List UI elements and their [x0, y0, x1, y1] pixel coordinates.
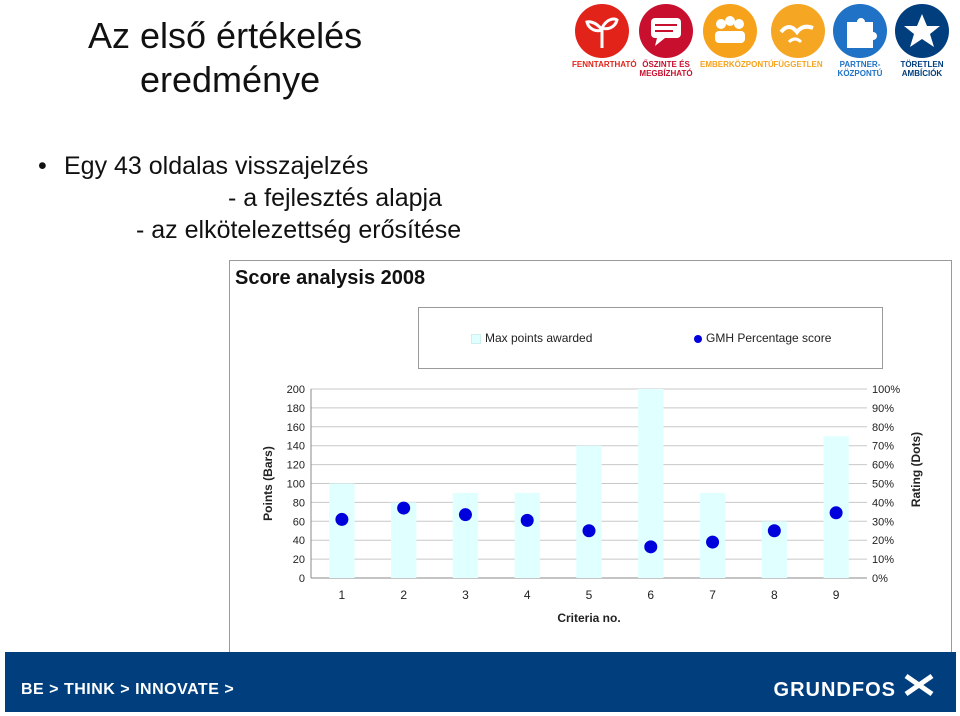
legend-label: Max points awarded [485, 331, 593, 345]
footer-slogan: BE > THINK > INNOVATE > [21, 681, 235, 698]
logo-caption: FÜGGETLEN [773, 60, 823, 69]
bullet-list [38, 150, 461, 246]
sprout-icon [575, 4, 629, 58]
legend-label: GMH Percentage score [706, 331, 832, 345]
logo-honest [636, 4, 696, 78]
slide-title [88, 14, 362, 102]
dot [583, 524, 596, 537]
logo-caption: PARTNER-KÖZPONTÚ [837, 60, 883, 78]
slide-title-line2: eredménye [140, 59, 321, 100]
footer-brand: GRUNDFOS [773, 679, 896, 701]
speech-bubble-icon [639, 4, 693, 58]
x-tick-label: 1 [338, 588, 346, 602]
logo-caption: FENNTARTHATÓ [572, 60, 637, 69]
x-tick-label: 5 [585, 588, 593, 602]
logo-sustainable [572, 4, 637, 69]
grundfos-x-icon [902, 672, 936, 698]
y2-tick-label: 40% [872, 497, 895, 510]
bar [453, 493, 478, 578]
x-tick-label: 4 [523, 588, 531, 602]
x-tick-label: 6 [647, 588, 655, 602]
logo-ambition [892, 4, 952, 78]
y-tick-label: 60 [292, 516, 305, 529]
y2-axis-label: Rating (Dots) [909, 431, 923, 508]
dot [521, 514, 534, 527]
chart-container [229, 260, 952, 654]
bar [515, 493, 540, 578]
star-icon [895, 4, 949, 58]
y-axis-label: Points (Bars) [261, 446, 275, 521]
bar [329, 484, 354, 579]
y2-tick-label: 50% [872, 478, 895, 491]
y2-tick-label: 30% [872, 516, 895, 529]
y2-tick-label: 70% [872, 440, 895, 453]
dot [335, 513, 348, 526]
x-axis-label: Criteria no. [557, 611, 621, 625]
bullet-item: • Egy 43 oldalas visszajelzés [38, 150, 461, 182]
x-tick-label: 9 [832, 588, 840, 602]
x-tick-label: 8 [770, 588, 778, 602]
x-tick-label: 2 [400, 588, 408, 602]
dot [830, 506, 843, 519]
x-tick-label: 7 [709, 588, 716, 602]
y-tick-label: 80 [292, 497, 305, 510]
y-tick-label: 100 [286, 478, 305, 491]
people-icon [703, 4, 757, 58]
footer-bar [5, 652, 956, 712]
y-tick-label: 160 [286, 421, 305, 434]
birds-icon [771, 4, 825, 58]
chart-plot [230, 261, 951, 653]
y-tick-label: 200 [286, 384, 305, 396]
y2-tick-label: 60% [872, 459, 895, 472]
logo-people [700, 4, 774, 69]
y-tick-label: 40 [292, 535, 305, 548]
dot [768, 524, 781, 537]
value-logos [572, 4, 956, 94]
dot [459, 508, 472, 521]
dot [644, 540, 657, 553]
logo-caption: ŐSZINTE ÉS MEGBÍZHATÓ [639, 60, 693, 78]
logo-independent [768, 4, 828, 69]
dot [397, 502, 410, 515]
logo-caption: EMBERKÖZPONTÚ [700, 60, 774, 69]
logo-partner [830, 4, 890, 78]
slide-title-line1: Az első értékelés [88, 15, 363, 56]
y2-tick-label: 90% [872, 402, 895, 415]
y-tick-label: 20 [292, 554, 305, 567]
logo-caption: TÖRETLEN AMBÍCIÓK [900, 60, 944, 78]
dot [706, 536, 719, 549]
y2-tick-label: 10% [872, 554, 895, 567]
bar [700, 493, 725, 578]
chart-title: Score analysis 2008 [235, 267, 426, 289]
bar [576, 446, 601, 578]
y-tick-label: 140 [286, 440, 305, 453]
puzzle-icon [833, 4, 887, 58]
y2-tick-label: 20% [872, 535, 895, 548]
y-tick-label: 120 [286, 459, 305, 472]
x-tick-label: 3 [462, 588, 469, 602]
y-tick-label: 180 [286, 402, 305, 415]
bullet-subitem: - a fejlesztés alapja [228, 184, 443, 212]
y2-tick-label: 0% [872, 573, 888, 585]
bullet-subitem: - az elkötelezettség erősítése [136, 216, 462, 244]
y2-tick-label: 80% [872, 421, 895, 434]
y2-tick-label: 100% [872, 384, 901, 396]
y-tick-label: 0 [298, 573, 305, 585]
